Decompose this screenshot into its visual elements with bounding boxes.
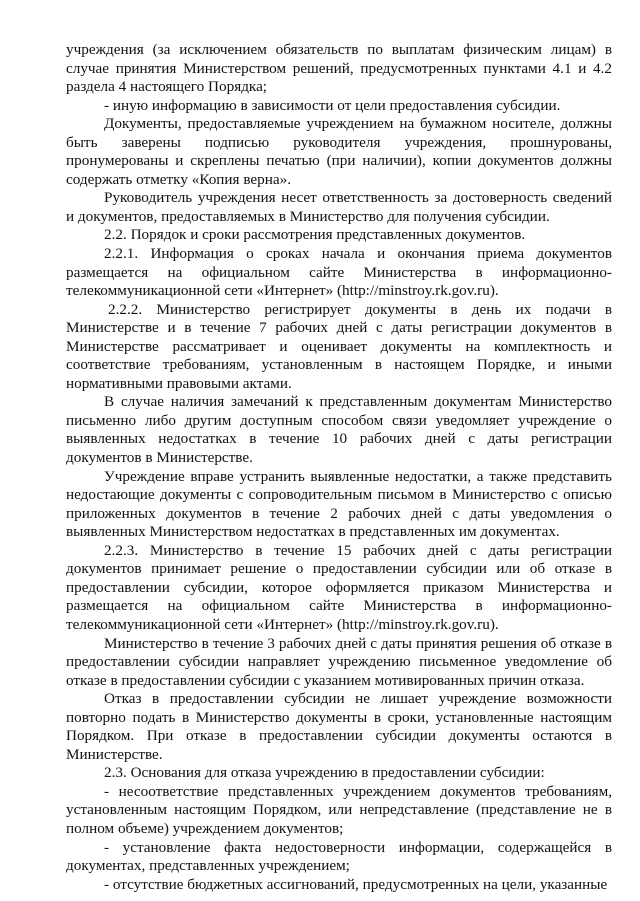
section-heading-2-3: 2.3. Основания для отказа учреждению в предоставлении субсидии: [104, 764, 545, 782]
list-item-other-info: - иную информацию в зависимости от цели предоставления субсидии. [104, 96, 561, 114]
paragraph-refusal-notice: Министерство в течение 3 рабочих дней с даты принятия решения об отказе в предоставлении субсидии направляет учреждению письменное уведомление об отказе в предоставлении субсидии с указанием мотивированных причин отказа. [66, 634, 612, 689]
paragraph-responsibility: Руководитель учреждения несет ответственность за достоверность сведений и документов, предоставляемых в Министерство для получения субсидии. [66, 189, 612, 225]
paragraph-2-2-3: 2.2.3. Министерство в течение 15 рабочих дней с даты регистрации документов принимает решение о предоставлении субсидии или об отказе в предоставлении субсидии, которое оформляется приказом Министерства и размещается на официальном сайте Министерства в информационно-телекоммуникационной сети «Интернет» (http://minstroy.rk.gov.ru). [66, 541, 612, 633]
paragraph-documents-paper: Документы, предоставляемые учреждением на бумажном носителе, должны быть заверены подписью руководителя учреждения, прошнурованы, пронумерованы и скреплены печатью (при наличии), копии документов должны содержать отметку «Копия верна». [66, 115, 612, 188]
paragraph-2-2-1: 2.2.1. Информация о сроках начала и окончания приема документов размещается на официальном сайте Министерства в информационно-телекоммуникационной сети «Интернет» (http://minstroy.rk.gov.ru). [66, 245, 612, 300]
list-item-false-info: - установление факта недостоверности информации, содержащейся в документах, представленных учреждением; [66, 838, 612, 875]
paragraph-continuation: учреждения (за исключением обязательств по выплатам физическим лицам) в случае принятия Министерством решений, предусмотренных пунктами 4.1 и 4.2 раздела 4 настоящего Порядка; [66, 41, 612, 96]
section-heading-2-2: 2.2. Порядок и сроки рассмотрения представленных документов. [104, 226, 526, 244]
list-item-noncompliance: - несоответствие представленных учреждением документов требованиям, установленным настоящим Порядком, или непредставление (представление не в полном объеме) учреждением документов; [66, 782, 612, 837]
document-page [66, 41, 612, 894]
paragraph-remarks: В случае наличия замечаний к представленным документам Министерство письменно либо другим доступным способом связи уведомляет учреждение о выявленных недостатках в течение 10 рабочих дней с даты регистрации документов в Министерстве. [66, 393, 612, 467]
paragraph-refusal-effect: Отказ в предоставлении субсидии не лишает учреждение возможности повторно подать в Министерство документы в сроки, установленные настоящим Порядком. При отказе в предоставлении субсидии документы остаются в Министерстве. [66, 690, 612, 763]
paragraph-2-2-2: 2.2.2. Министерство регистрирует документы в день их подачи в Министерстве и в течение 7 рабочих дней с даты регистрации документов в Министерстве рассматривает и оценивает документы на комплектность и соответствие требованиям, установленным в настоящем Порядке, и иными нормативными правовыми актами. [66, 300, 612, 392]
list-item-no-budget: - отсутствие бюджетных ассигнований, предусмотренных на цели, указанные [104, 875, 608, 893]
paragraph-fix-shortcomings: Учреждение вправе устранить выявленные недостатки, а также представить недостающие документы с сопроводительным письмом в Министерство с описью приложенных документов в течение 2 рабочих дней с даты уведомления о выявленных Министерством недостатках в представленных им документах. [66, 467, 612, 541]
